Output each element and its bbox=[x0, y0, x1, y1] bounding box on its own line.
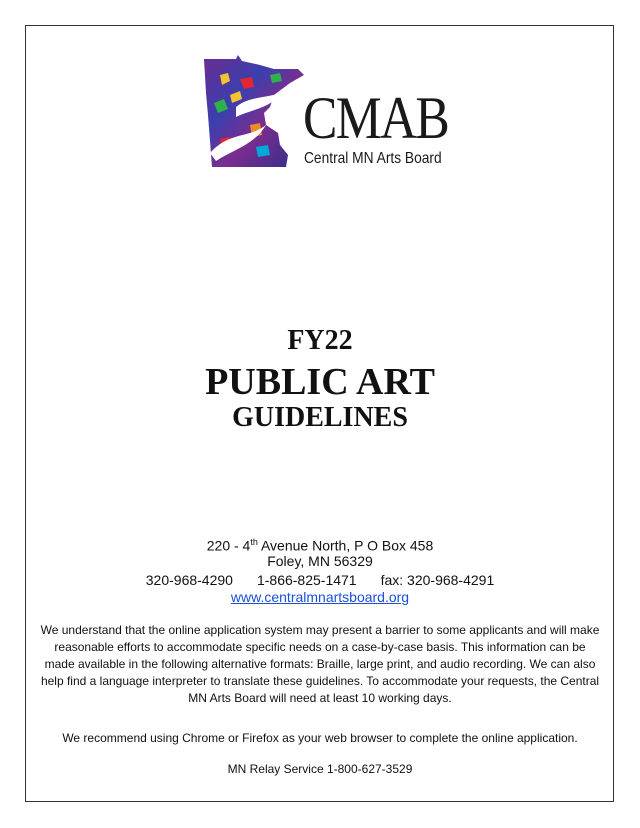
logo-subtitle: Central MN Arts Board bbox=[304, 150, 442, 167]
tollfree-number: 1-866-825-1471 bbox=[256, 572, 357, 588]
accessibility-note: We understand that the online application system may present a barrier to some applicants and will make reasonable efforts to accommodate specific needs on a case-by-case basis. This information can be made available in the following alternative formats: Braille, large print, and audio recording. We can also help find a language interpreter to translate these guidelines. To accommodate your requests, the Central MN Arts Board will need at least 10 working days. bbox=[40, 623, 600, 705]
city-address: Foley, MN 56329 bbox=[267, 553, 373, 569]
document-title: PUBLIC ART bbox=[205, 361, 435, 403]
website bbox=[0, 588, 640, 607]
fax-number: fax: 320-968-4291 bbox=[380, 572, 495, 588]
browser-note: We recommend using Chrome or Firefox as your web browser to complete the online application. bbox=[62, 731, 578, 745]
street-address: 220 - 4th Avenue North, P O Box 458 bbox=[206, 537, 434, 554]
fiscal-year: FY22 bbox=[287, 325, 353, 356]
relay-service: MN Relay Service 1-800-627-3529 bbox=[227, 762, 413, 776]
website-link[interactable]: www.centralmnartsboard.org bbox=[230, 589, 410, 605]
phone-number: 320-968-4290 bbox=[145, 572, 233, 588]
logo-wordmark: CMAB bbox=[303, 85, 449, 151]
document-subtitle: GUIDELINES bbox=[232, 402, 408, 433]
